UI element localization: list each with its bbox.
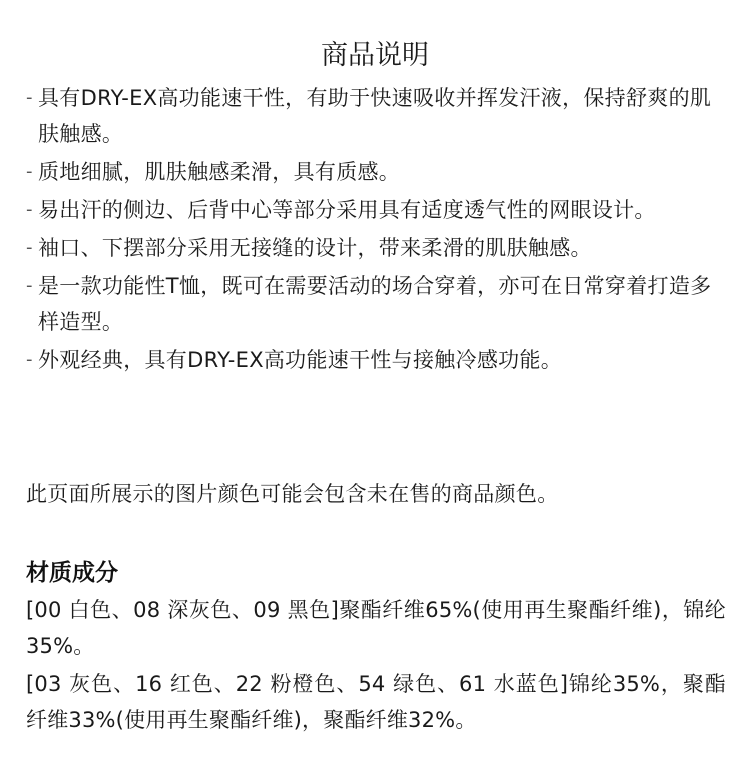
color-disclaimer: 此页面所展示的图片颜色可能会包含未在售的商品颜色。 <box>26 482 559 506</box>
feature-item <box>26 154 726 190</box>
feature-text: 外观经典，具有DRY-EX高功能速干性与接触冷感功能。 <box>38 348 563 372</box>
bullet-dash: - <box>26 199 33 220</box>
feature-text: 具有DRY-EX高功能速干性，有助于快速吸收并挥发汗液，保持舒爽的肌肤触感。 <box>38 86 712 146</box>
material-entry: [00 白色、08 深灰色、09 黑色]聚酯纤维65%(使用再生聚酯纤维)，锦纶35%。 <box>26 598 726 658</box>
bullet-dash: - <box>26 161 33 182</box>
feature-text: 质地细腻，肌肤触感柔滑，具有质感。 <box>38 160 401 184</box>
bullet-dash: - <box>26 237 33 258</box>
materials-heading: 材质成分 <box>26 560 118 587</box>
feature-item <box>26 80 726 152</box>
page-title: 商品说明 <box>321 40 429 72</box>
bullet-dash: - <box>26 87 33 108</box>
feature-list <box>26 80 726 380</box>
feature-text: 是一款功能性T恤，既可在需要活动的场合穿着，亦可在日常穿着打造多样造型。 <box>38 274 712 334</box>
feature-item <box>26 192 726 228</box>
feature-item <box>26 268 726 340</box>
bullet-dash: - <box>26 349 33 370</box>
bullet-dash: - <box>26 275 33 296</box>
feature-text: 袖口、下摆部分采用无接缝的设计，带来柔滑的肌肤触感。 <box>38 236 592 260</box>
materials-section <box>26 592 726 740</box>
material-entry: [03 灰色、16 红色、22 粉橙色、54 绿色、61 水蓝色]锦纶35%，聚酯纤维33%(使用再生聚酯纤维)，聚酯纤维32%。 <box>26 672 726 732</box>
feature-item <box>26 342 726 378</box>
feature-text: 易出汗的侧边、后背中心等部分采用具有适度透气性的网眼设计。 <box>38 198 656 222</box>
feature-item <box>26 230 726 266</box>
